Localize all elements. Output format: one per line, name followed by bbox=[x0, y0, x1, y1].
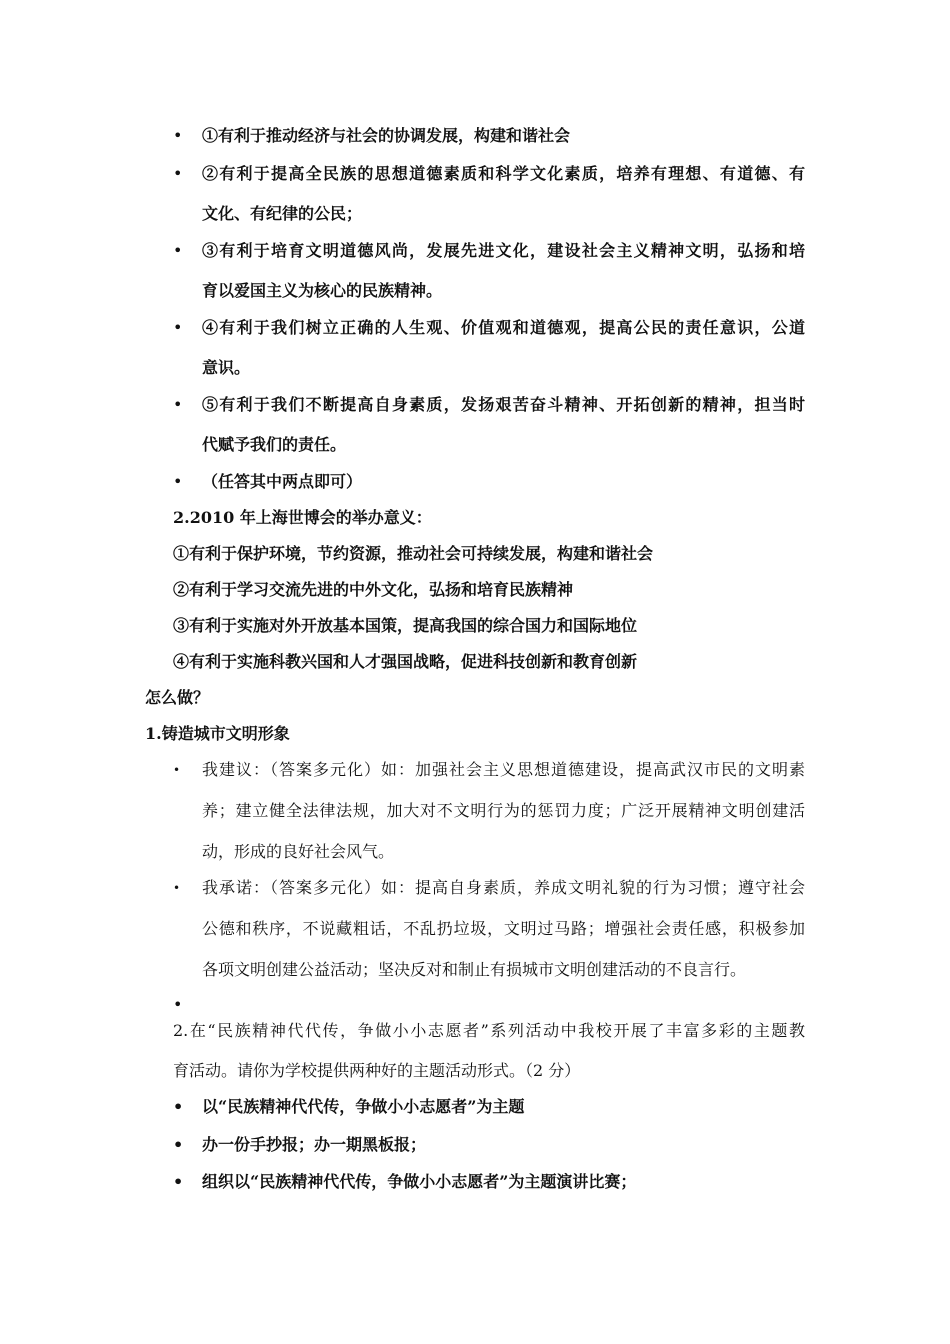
bullet-dot: • bbox=[173, 318, 183, 337]
bullet-dot: • bbox=[173, 763, 181, 777]
answer-item-2: 办一份手抄报；办一期黑板报； bbox=[202, 1135, 427, 1154]
significance-item-5-line-1: ⑤有利于我们不断提高自身素质，发扬艰苦奋斗精神、开拓创新的精神，担当时 bbox=[202, 395, 805, 414]
expo-item-3: ③有利于实施对外开放基本国策，提高我国的综合国力和国际地位 bbox=[173, 616, 638, 635]
bullet-dot: • bbox=[173, 881, 181, 895]
significance-item-4-line-2: 意识。 bbox=[202, 358, 251, 377]
bullet-dot: • bbox=[173, 1135, 184, 1154]
promise-line-3: 各项文明创建公益活动；坚决反对和制止有损城市文明创建活动的不良言行。 bbox=[202, 960, 747, 979]
bullet-dot: • bbox=[173, 995, 183, 1014]
expo-heading: 2.2010 年上海世博会的举办意义： bbox=[173, 508, 432, 527]
how-heading: 怎么做？ bbox=[145, 688, 210, 707]
significance-item-2-line-1: ②有利于提高全民族的思想道德素质和科学文化素质，培养有理想、有道德、有 bbox=[202, 164, 805, 183]
expo-item-1: ①有利于保护环境，节约资源，推动社会可持续发展，构建和谐社会 bbox=[173, 544, 654, 563]
significance-item-4-line-1: ④有利于我们树立正确的人生观、价值观和道德观，提高公民的责任意识，公道 bbox=[202, 318, 805, 337]
significance-item-3-line-1: ③有利于培育文明道德风尚，发展先进文化，建设社会主义精神文明，弘扬和培 bbox=[202, 241, 805, 260]
significance-item-2-line-2: 文化、有纪律的公民； bbox=[202, 204, 363, 223]
bullet-dot: • bbox=[173, 164, 183, 183]
bullet-dot: • bbox=[173, 395, 183, 414]
suggest-line-1: 我建议：（答案多元化）如：加强社会主义思想道德建设，提高武汉市民的文明素 bbox=[202, 760, 805, 779]
suggest-line-2: 养；建立健全法律法规，加大对不文明行为的惩罚力度；广泛开展精神文明创建活 bbox=[202, 801, 805, 820]
question-2-line-2: 育活动。请你为学校提供两种好的主题活动形式。（2 分） bbox=[173, 1061, 581, 1080]
expo-item-4: ④有利于实施科教兴国和人才强国战略，促进科技创新和教育创新 bbox=[173, 652, 638, 671]
bullet-dot: • bbox=[173, 1097, 184, 1116]
bullet-dot: • bbox=[173, 1172, 184, 1191]
significance-note: （任答其中两点即可） bbox=[202, 472, 363, 491]
promise-line-2: 公德和秩序，不说藏粗话，不乱扔垃圾，文明过马路；增强社会责任感，积极参加 bbox=[202, 919, 805, 938]
significance-item-5-line-2: 代赋予我们的责任。 bbox=[202, 435, 347, 454]
answer-item-3: 组织以“民族精神代代传，争做小小志愿者”为主题演讲比赛； bbox=[202, 1172, 637, 1191]
expo-item-2: ②有利于学习交流先进的中外文化，弘扬和培育民族精神 bbox=[173, 580, 574, 599]
promise-line-1: 我承诺：（答案多元化）如：提高自身素质，养成文明礼貌的行为习惯；遵守社会 bbox=[202, 878, 805, 897]
bullet-dot: • bbox=[173, 472, 183, 491]
bullet-dot: • bbox=[173, 241, 183, 260]
how-sub-heading-1: 1.铸造城市文明形象 bbox=[145, 724, 290, 743]
suggest-line-3: 动，形成的良好社会风气。 bbox=[202, 842, 395, 861]
significance-item-3-line-2: 育以爱国主义为核心的民族精神。 bbox=[202, 281, 443, 300]
answer-item-1: 以“民族精神代代传，争做小小志愿者”为主题 bbox=[202, 1097, 525, 1116]
significance-item-1: ①有利于推动经济与社会的协调发展，构建和谐社会 bbox=[202, 126, 571, 145]
question-2-line-1: 2.在“民族精神代代传，争做小小志愿者”系列活动中我校开展了丰富多彩的主题教 bbox=[173, 1021, 805, 1040]
bullet-dot: • bbox=[173, 126, 183, 145]
